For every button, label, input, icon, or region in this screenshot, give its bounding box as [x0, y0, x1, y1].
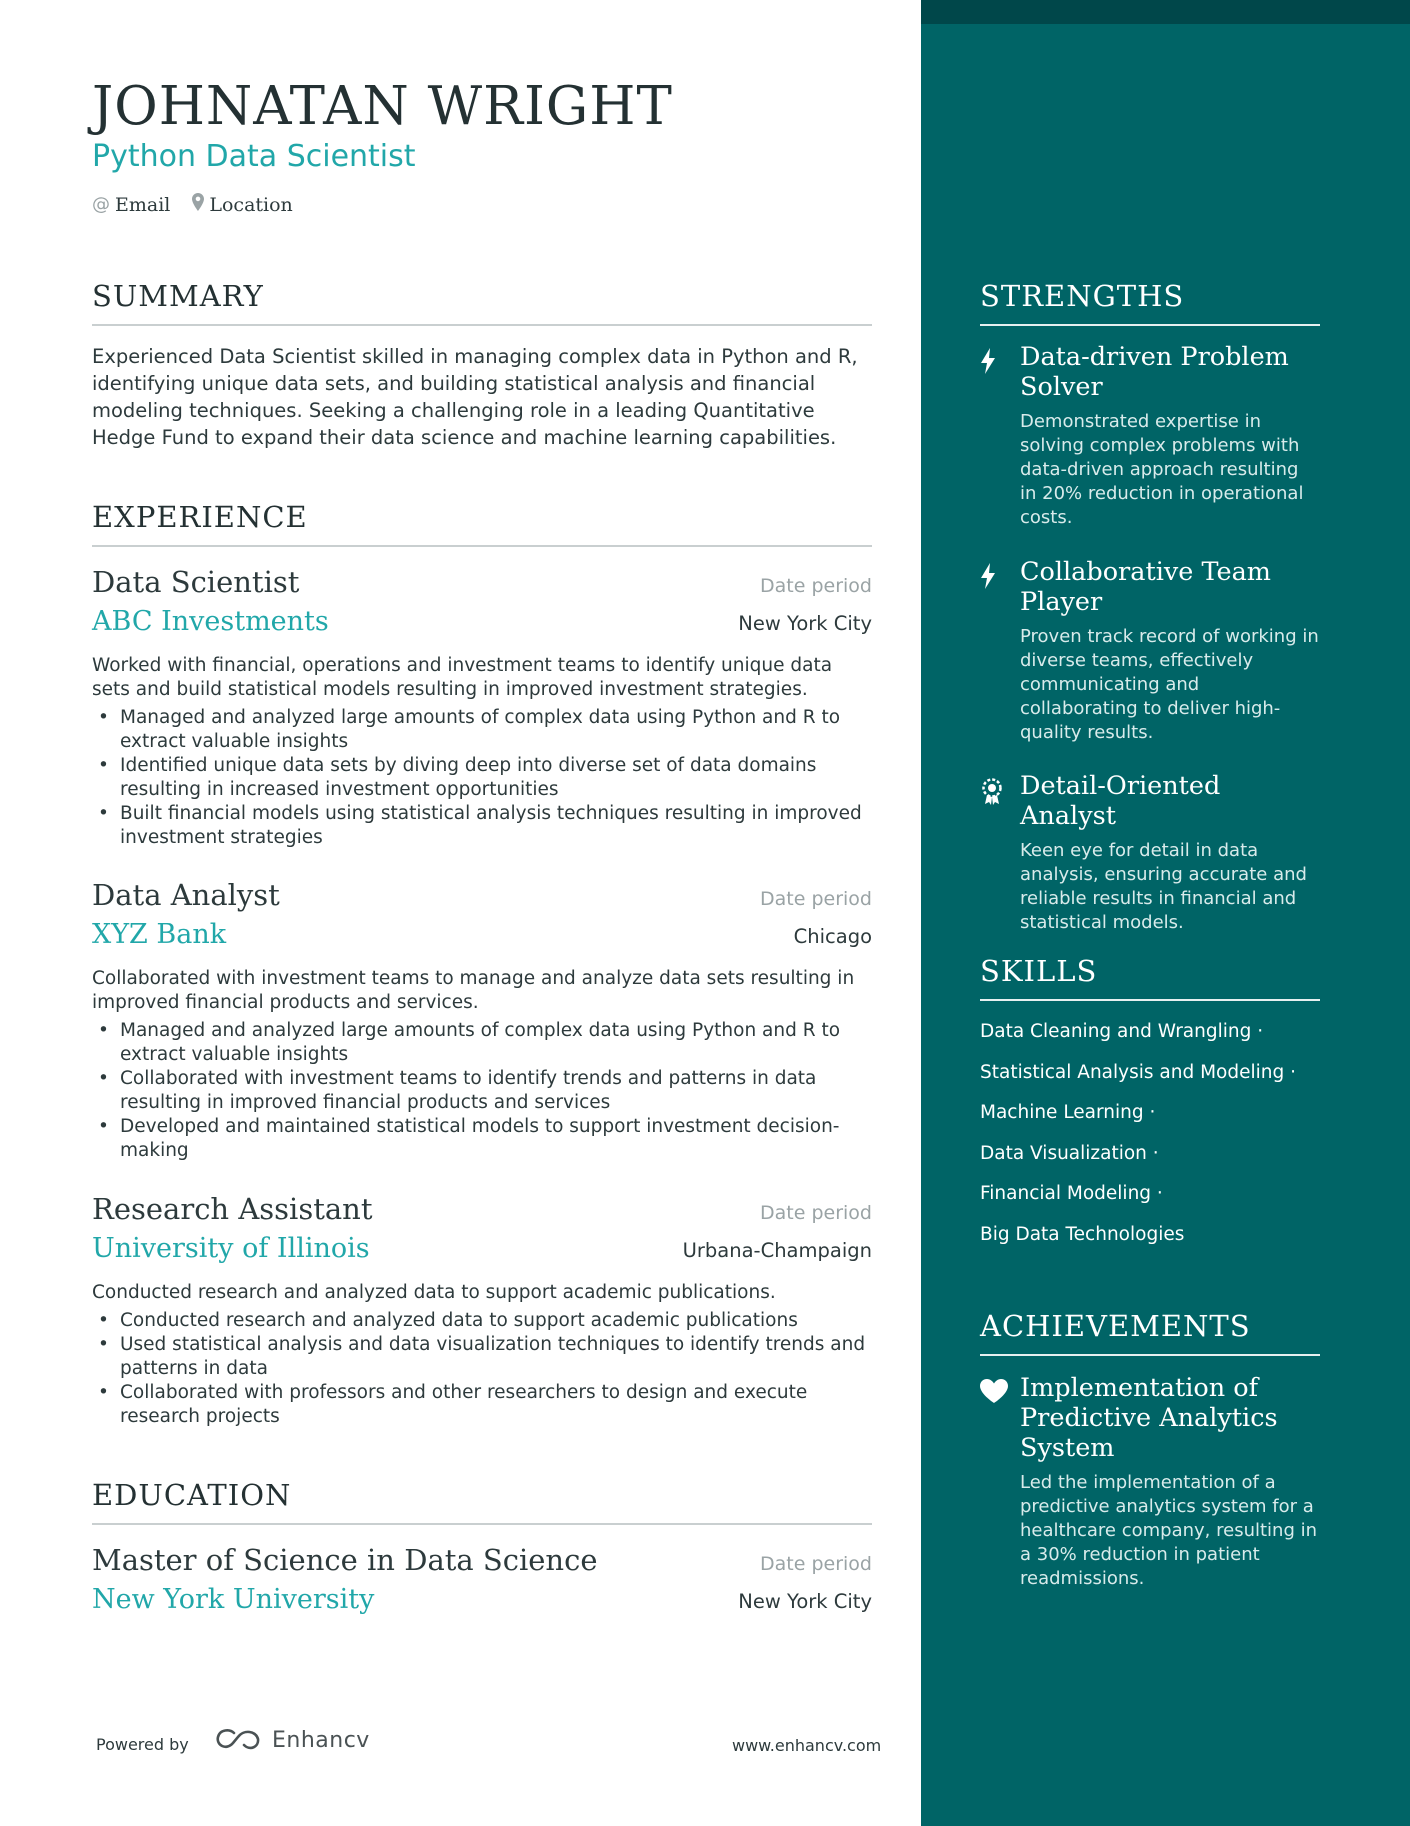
- skill-item: Financial Modeling ·: [980, 1183, 1163, 1204]
- job-bullet: • Developed and maintained statistical models to support investment decision-making: [98, 1116, 840, 1161]
- achievements-heading: ACHIEVEMENTS: [980, 1308, 1320, 1356]
- education-degree: Master of Science in Data Science: [92, 1543, 598, 1577]
- strength-text: Demonstrated expertise in solving complex problems with data-driven approach resulting in 20% reduction in operational costs.: [1020, 411, 1304, 528]
- contact-email-label: Email: [115, 193, 171, 216]
- job-company: XYZ Bank: [92, 919, 227, 950]
- job-bullet: • Conducted research and analyzed data to support academic publications: [98, 1310, 798, 1331]
- experience-item: [92, 562, 872, 850]
- job-date: Date period: [760, 575, 872, 597]
- strengths-heading: STRENGTHS: [980, 278, 1320, 326]
- experience-item: [92, 1189, 872, 1429]
- enhancv-logo-icon: [214, 1727, 262, 1753]
- skills-heading: SKILLS: [980, 953, 1320, 1001]
- contact-location[interactable]: [192, 193, 292, 216]
- strength-item: [980, 771, 1320, 935]
- job-description: Conducted research and analyzed data to support academic publications.: [92, 1282, 776, 1303]
- experience-item: [92, 875, 872, 1163]
- contact-email[interactable]: [92, 193, 170, 216]
- education-heading: EDUCATION: [92, 1477, 872, 1525]
- job-bullets: [92, 1309, 872, 1429]
- job-bullet: • Managed and analyzed large amounts of complex data using Python and R to extract valuable insights: [98, 1020, 841, 1065]
- contact-row: [92, 193, 293, 216]
- bolt-icon: [980, 342, 1020, 530]
- job-bullets: [92, 706, 872, 850]
- skill-item: Machine Learning ·: [980, 1102, 1156, 1123]
- skill-item: Statistical Analysis and Modeling ·: [980, 1062, 1296, 1083]
- job-role: Research Assistant: [92, 1192, 373, 1226]
- heart-icon: [980, 1373, 1020, 1591]
- education-location: New York City: [738, 1590, 872, 1613]
- job-location: New York City: [738, 612, 872, 635]
- experience-heading: EXPERIENCE: [92, 499, 872, 547]
- strength-title: Detail-Oriented Analyst: [1020, 771, 1221, 831]
- job-bullet: • Collaborated with professors and other researchers to design and execute research projects: [98, 1382, 808, 1427]
- job-description: Collaborated with investment teams to manage and analyze data sets resulting in improved financial products and services.: [92, 968, 855, 1013]
- footer-url[interactable]: www.enhancv.com: [732, 1736, 882, 1755]
- education-item: [92, 1540, 872, 1620]
- location-pin-icon: [192, 193, 204, 216]
- job-bullet: • Identified unique data sets by diving deep into diverse set of data domains resulting in increased investment opportunities: [98, 755, 817, 800]
- job-bullet: • Built financial models using statistical analysis techniques resulting in improved investment strategies: [98, 803, 862, 848]
- candidate-name: JOHNATAN WRIGHT: [92, 76, 673, 137]
- job-description: Worked with financial, operations and investment teams to identify unique data sets and build statistical models resulting in improved investment strategies.: [92, 655, 833, 700]
- strength-title: Collaborative Team Player: [1020, 557, 1271, 617]
- job-company: ABC Investments: [92, 606, 329, 637]
- summary-heading: SUMMARY: [92, 278, 872, 326]
- skill-item: Data Cleaning and Wrangling ·: [980, 1021, 1264, 1042]
- at-icon: @: [92, 194, 110, 215]
- contact-location-label: Location: [209, 193, 293, 216]
- job-bullet: • Collaborated with investment teams to identify trends and patterns in data resulting in improved financial products and services: [98, 1068, 817, 1113]
- job-bullet: • Used statistical analysis and data visualization techniques to identify trends and patterns in data: [98, 1334, 866, 1379]
- enhancv-logo[interactable]: [214, 1727, 370, 1753]
- job-role: Data Scientist: [92, 565, 300, 599]
- enhancv-brand: Enhancv: [272, 1727, 370, 1753]
- strength-text: Keen eye for detail in data analysis, ensuring accurate and reliable results in financial and statistical models.: [1020, 840, 1307, 933]
- job-date: Date period: [760, 888, 872, 910]
- achievement-item: [980, 1373, 1320, 1591]
- bolt-icon: [980, 557, 1020, 745]
- summary-text: Experienced Data Scientist skilled in managing complex data in Python and R, identifying unique data sets, and building statistical analysis and financial modeling techniques. Seeking a challenging role in a leading Quantitative Hedge Fund to expand their data science and machine learning capabilities.: [92, 345, 858, 449]
- job-date: Date period: [760, 1202, 872, 1224]
- strength-item: [980, 342, 1320, 530]
- job-location: Chicago: [793, 925, 872, 948]
- strength-text: Proven track record of working in diverse teams, effectively communicating and collaborating to deliver high-quality results.: [1020, 626, 1319, 743]
- skill-item: Big Data Technologies: [980, 1224, 1185, 1245]
- strength-item: [980, 557, 1320, 745]
- powered-by-label: Powered by: [96, 1735, 189, 1754]
- sidebar-top-band: [921, 0, 1410, 24]
- strength-title: Data-driven Problem Solver: [1020, 342, 1289, 402]
- education-school: New York University: [92, 1584, 375, 1615]
- job-bullets: [92, 1019, 872, 1163]
- job-location: Urbana-Champaign: [682, 1239, 872, 1262]
- education-date: Date period: [760, 1553, 872, 1575]
- job-company: University of Illinois: [92, 1233, 370, 1264]
- achievement-title: Implementation of Predictive Analytics System: [1020, 1373, 1278, 1463]
- award-icon: [980, 771, 1020, 935]
- skill-item: Data Visualization ·: [980, 1143, 1159, 1164]
- candidate-title: Python Data Scientist: [92, 139, 416, 174]
- job-bullet: • Managed and analyzed large amounts of complex data using Python and R to extract valuable insights: [98, 707, 841, 752]
- job-role: Data Analyst: [92, 878, 280, 912]
- achievement-text: Led the implementation of a predictive analytics system for a healthcare company, resulting in a 30% reduction in patient readmissions.: [1020, 1472, 1317, 1589]
